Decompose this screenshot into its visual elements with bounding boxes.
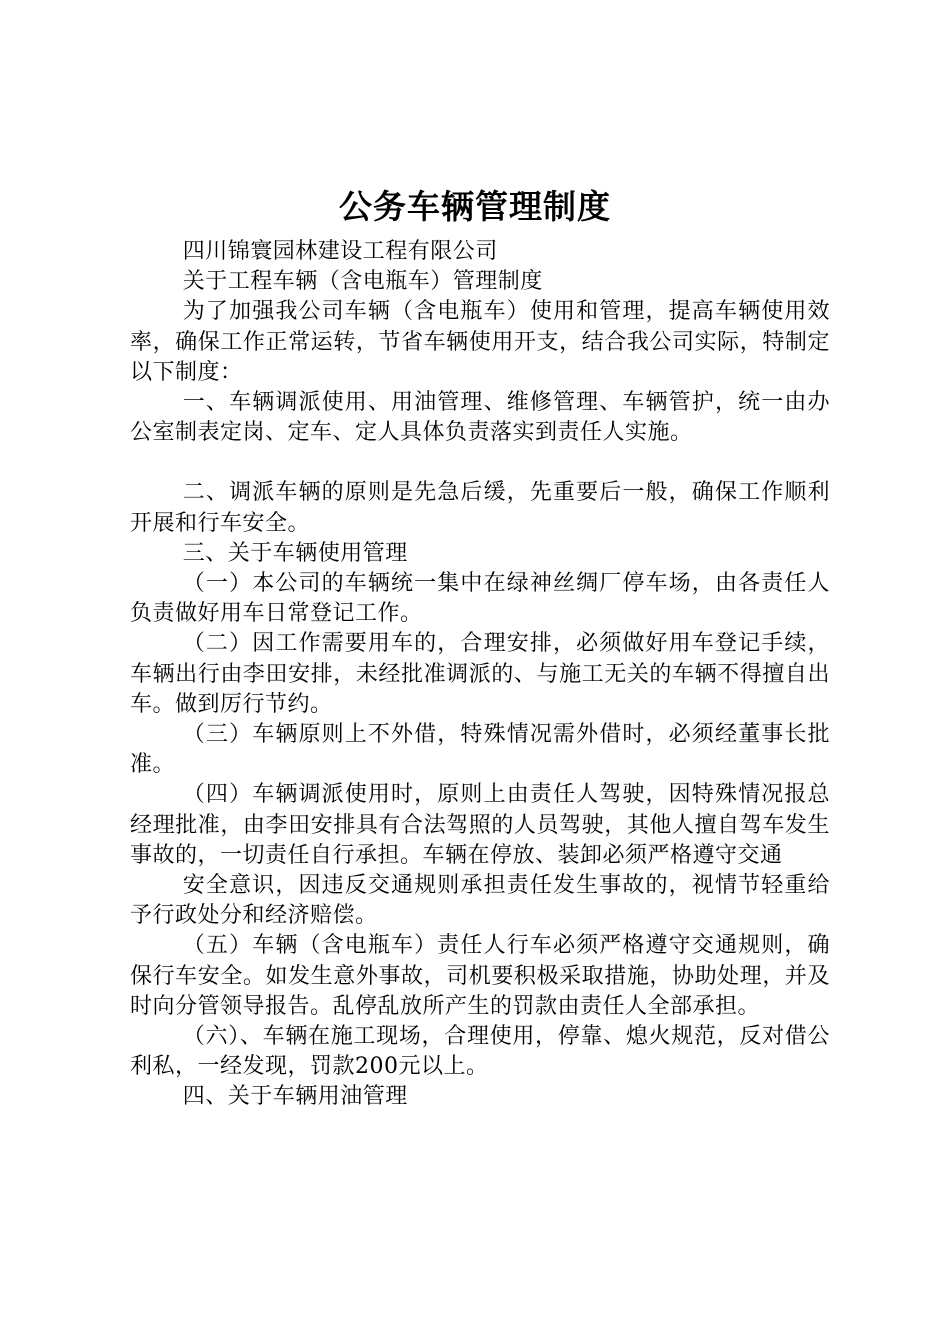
company-name: 四川锦寰园林建设工程有限公司 xyxy=(182,239,498,264)
section-1-paragraph: 一、车辆调派使用、用油管理、维修管理、车辆管护，统一由办公室制表定岗、定车、定人具体负责落实到责任人实施。 xyxy=(130,390,830,446)
section-2-paragraph: 二、调派车辆的原则是先急后缓，先重要后一般，确保工作顺利开展和行车安全。 xyxy=(130,480,830,536)
document-body xyxy=(130,237,830,1113)
document-title: 公务车辆管理制度 xyxy=(339,187,611,226)
clause-5-paragraph: （五）车辆（含电瓶车）责任人行车必须严格遵守交通规则，确保行车安全。如发生意外事故，司机要积极采取措施，协助处理，并及时向分管领导报告。乱停乱放所产生的罚款由责任人全部承担。 xyxy=(130,933,830,1019)
clause-1-paragraph: （一）本公司的车辆统一集中在绿神丝绸厂停车场，由各责任人负责做好用车日常登记工作。 xyxy=(130,571,830,627)
clause-4-paragraph: （四）车辆调派使用时，原则上由责任人驾驶，因特殊情况报总经理批准，由李田安排具有合法驾照的人员驾驶，其他人擅自驾车发生事故的，一切责任自行承担。车辆在停放、装卸必须严格遵守交通 xyxy=(130,782,830,868)
regulation-subtitle: 关于工程车辆（含电瓶车）管理制度 xyxy=(182,269,543,295)
intro-paragraph: 为了加强我公司车辆（含电瓶车）使用和管理，提高车辆使用效率，确保工作正常运转，节省车辆使用开支，结合我公司实际，特制定以下制度： xyxy=(130,299,830,385)
clause-2-paragraph: （二）因工作需要用车的，合理安排，必须做好用车登记手续，车辆出行由李田安排，未经批准调派的、与施工无关的车辆不得擅自出车。做到厉行节约。 xyxy=(130,631,830,717)
clause-3-paragraph: （三）车辆原则上不外借，特殊情况需外借时，必须经董事长批准。 xyxy=(130,722,830,778)
clause-4-continuation: 安全意识，因违反交通规则承担责任发生事故的，视情节轻重给予行政处分和经济赔偿。 xyxy=(130,873,830,929)
section-3-heading: 三、关于车辆使用管理 xyxy=(182,540,408,566)
clause-6-paragraph: （六）、车辆在施工现场，合理使用，停靠、熄火规范，反对借公利私，一经发现，罚款200元以上。 xyxy=(130,1024,830,1080)
section-4-heading: 四、关于车辆用油管理 xyxy=(182,1084,408,1110)
